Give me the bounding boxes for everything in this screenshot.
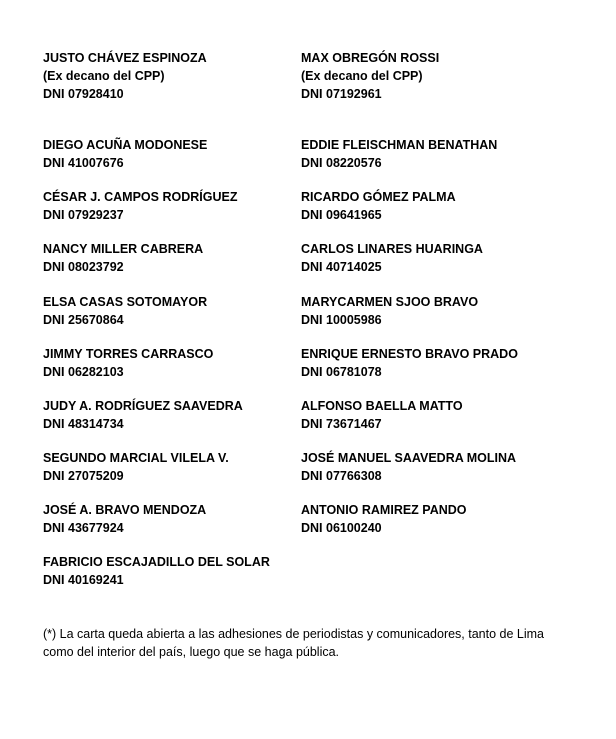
signatory-block [43, 293, 207, 329]
signatory-block [43, 449, 229, 485]
signatory-name: MARYCARMEN SJOO BRAVO [301, 295, 479, 309]
signatory-dni: DNI 08220576 [301, 156, 382, 170]
signatory-role: (Ex decano del CPP) [43, 69, 165, 83]
footnote: (*) La carta queda abierta a las adhesiones de periodistas y comunicadores, tanto de Lima como del interior del país, luego que se haga pública. [43, 627, 544, 659]
signatory-dni: DNI 41007676 [43, 156, 124, 170]
signatory-dni: DNI 06781078 [301, 365, 382, 379]
signatory-block [43, 345, 213, 381]
signatory-name: JUSTO CHÁVEZ ESPINOZA [43, 51, 207, 65]
signatory-block [43, 397, 243, 433]
signatory-name: ANTONIO RAMIREZ PANDO [301, 503, 467, 517]
signatory-block [43, 188, 237, 224]
signatory-name: DIEGO ACUÑA MODONESE [43, 138, 208, 152]
signatory-block [43, 136, 207, 172]
signatory-name: CÉSAR J. CAMPOS RODRÍGUEZ [43, 190, 238, 204]
signatory-dni: DNI 08023792 [43, 260, 124, 274]
signatory-block [301, 449, 516, 485]
signatory-name: NANCY MILLER CABRERA [43, 242, 204, 256]
signatory-block [301, 397, 463, 433]
signatory-name: RICARDO GÓMEZ PALMA [301, 190, 456, 204]
signatory-block [301, 49, 439, 103]
signatory-role: (Ex decano del CPP) [301, 69, 423, 83]
signatory-block [43, 49, 207, 103]
signatory-dni: DNI 40714025 [301, 260, 382, 274]
signatory-name: JIMMY TORRES CARRASCO [43, 347, 214, 361]
signatory-name: ENRIQUE ERNESTO BRAVO PRADO [301, 347, 518, 361]
signatory-dni: DNI 06100240 [301, 521, 382, 535]
signatory-dni: DNI 73671467 [301, 417, 382, 431]
signatory-block [301, 240, 483, 276]
signatory-dni: DNI 09641965 [301, 208, 382, 222]
signatory-block [301, 188, 456, 224]
signatory-dni: DNI 48314734 [43, 417, 124, 431]
signatory-dni: DNI 07928410 [43, 87, 124, 101]
signatory-dni: DNI 25670864 [43, 313, 124, 327]
signatory-dni: DNI 27075209 [43, 469, 124, 483]
signatory-block [43, 240, 203, 276]
signatory-block [301, 501, 467, 537]
signatory-block [43, 553, 270, 589]
signatory-name: EDDIE FLEISCHMAN BENATHAN [301, 138, 498, 152]
signatory-dni: DNI 10005986 [301, 313, 382, 327]
signatory-block [301, 345, 518, 381]
signatory-block [301, 293, 478, 329]
signatory-name: CARLOS LINARES HUARINGA [301, 242, 483, 256]
signatory-dni: DNI 06282103 [43, 365, 124, 379]
signatory-name: MAX OBREGÓN ROSSI [301, 51, 440, 65]
signatory-name: ELSA CASAS SOTOMAYOR [43, 295, 208, 309]
signatory-block [43, 501, 206, 537]
signatory-dni: DNI 07766308 [301, 469, 382, 483]
signatory-name: JOSÉ MANUEL SAAVEDRA MOLINA [301, 451, 517, 465]
signatory-dni: DNI 07929237 [43, 208, 124, 222]
signatory-name: JOSÉ A. BRAVO MENDOZA [43, 503, 207, 517]
signatory-name: JUDY A. RODRÍGUEZ SAAVEDRA [43, 399, 243, 413]
signatory-block [301, 136, 497, 172]
signatory-dni: DNI 07192961 [301, 87, 382, 101]
signatory-dni: DNI 43677924 [43, 521, 124, 535]
signatory-name: ALFONSO BAELLA MATTO [301, 399, 463, 413]
signatory-name: SEGUNDO MARCIAL VILELA V. [43, 451, 229, 465]
signatory-dni: DNI 40169241 [43, 573, 124, 587]
signatory-name: FABRICIO ESCAJADILLO DEL SOLAR [43, 555, 270, 569]
